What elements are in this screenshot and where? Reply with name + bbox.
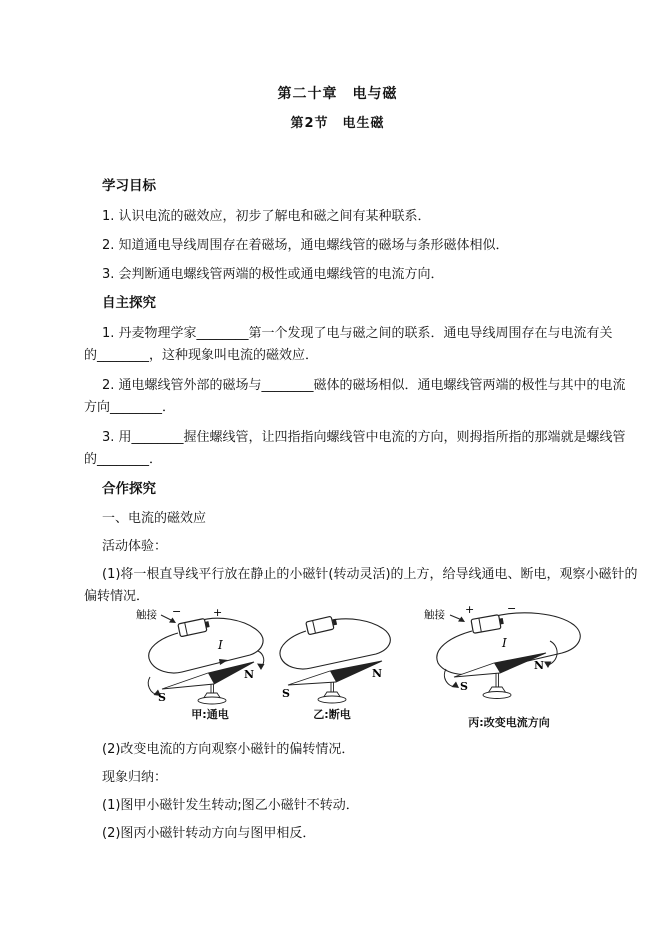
section-title: 第2节 电生磁 <box>290 116 385 131</box>
compass-needle-icon <box>454 653 546 677</box>
current-arrow-icon <box>219 659 228 665</box>
diagram-jia-drawing <box>134 603 266 705</box>
learning-goals-heading: 学习目标 <box>102 178 156 194</box>
rotation-arrowhead-left <box>452 682 460 689</box>
north-label: N <box>534 659 545 672</box>
diagram-jia <box>134 603 266 722</box>
activity-step-1-line-1: (1)将一根直导线平行放在静止的小磁针(转动灵活)的上方，给导线通电、断电，观察小磁针的 <box>102 567 638 582</box>
rotation-arrowhead-right <box>544 662 552 669</box>
minus-label: − <box>507 603 517 615</box>
activity-step-1 <box>84 564 638 608</box>
rotation-arrowhead-right <box>257 664 265 671</box>
north-label: N <box>372 667 383 680</box>
diagram-yi <box>268 603 394 722</box>
battery-icon <box>306 615 338 634</box>
diagram-bing-drawing <box>422 603 590 713</box>
wire-loop <box>280 619 390 669</box>
stand-base <box>483 692 511 699</box>
activity-label: 活动体验： <box>102 539 168 554</box>
north-label: N <box>244 668 255 681</box>
plus-label: + <box>213 606 223 619</box>
stand-base <box>198 697 226 704</box>
touch-label: 触接 <box>136 609 157 621</box>
self-study-item-1-line-2: 的________，这种现象叫电流的磁效应． <box>84 348 319 363</box>
goal-item-2: 2. 知道通电导线周围存在着磁场，通电螺线管的磁场与条形磁体相似． <box>102 238 509 253</box>
finding-item-2: (2)图丙小磁针转动方向与图甲相反． <box>102 826 316 841</box>
rotation-arrow-right-icon <box>548 641 557 665</box>
diagram-bing-caption: 丙:改变电流方向 <box>468 716 550 729</box>
current-label: I <box>502 636 507 650</box>
battery-body <box>178 618 207 636</box>
summary-label: 现象归纳： <box>102 770 168 785</box>
topic-line: 一、电流的磁效应 <box>102 511 207 526</box>
self-study-item-3 <box>84 427 626 471</box>
south-label: S <box>460 680 468 693</box>
battery-body <box>306 616 334 635</box>
cooperative-heading: 合作探究 <box>102 481 156 497</box>
self-study-item-1 <box>84 323 613 367</box>
battery-icon <box>471 614 504 633</box>
touch-label: 触接 <box>424 609 445 621</box>
diagram-yi-caption: 乙:断电 <box>313 708 351 721</box>
south-label: S <box>158 691 166 704</box>
minus-label: − <box>172 605 182 618</box>
battery-icon <box>178 618 211 637</box>
self-study-heading: 自主探究 <box>102 295 156 311</box>
self-study-item-1-line-1: 1. 丹麦物理学家________第一个发现了电与磁之间的联系．通电导线周围存在与电流有关 <box>102 326 613 341</box>
stand-base <box>318 696 346 703</box>
goal-item-3: 3. 会判断通电螺线管两端的极性或通电螺线管的电流方向． <box>102 267 444 282</box>
south-label: S <box>282 687 290 700</box>
finding-item-1: (1)图甲小磁针发生转动;图乙小磁针不转动． <box>102 798 359 813</box>
touch-arrowhead <box>169 618 176 624</box>
self-study-item-2 <box>84 375 626 419</box>
chapter-title: 第二十章 电与磁 <box>277 86 398 102</box>
activity-step-1-line-2: 偏转情况． <box>84 589 150 604</box>
activity-step-2: (2)改变电流的方向观察小磁针的偏转情况． <box>102 742 355 757</box>
diagram-bing <box>422 603 590 730</box>
plus-label: + <box>465 603 475 616</box>
self-study-item-3-line-2: 的________． <box>84 452 163 467</box>
current-label: I <box>218 638 223 652</box>
experiment-figure <box>84 603 591 729</box>
goal-item-1: 1. 认识电流的磁效应，初步了解电和磁之间有某种联系． <box>102 209 431 224</box>
self-study-item-2-line-1: 2. 通电螺线管外部的磁场与________磁体的磁场相似．通电螺线管两端的极性与其中的电流 <box>102 378 626 393</box>
self-study-item-3-line-1: 3. 用________握住螺线管，让四指指向螺线管中电流的方向，则拇指所指的那端就是螺线管 <box>102 430 626 445</box>
battery-body <box>471 615 501 634</box>
compass-needle-icon <box>288 661 382 685</box>
diagram-jia-caption: 甲:通电 <box>191 708 229 721</box>
diagram-yi-drawing <box>268 603 394 705</box>
self-study-item-2-line-2: 方向________． <box>84 400 176 415</box>
